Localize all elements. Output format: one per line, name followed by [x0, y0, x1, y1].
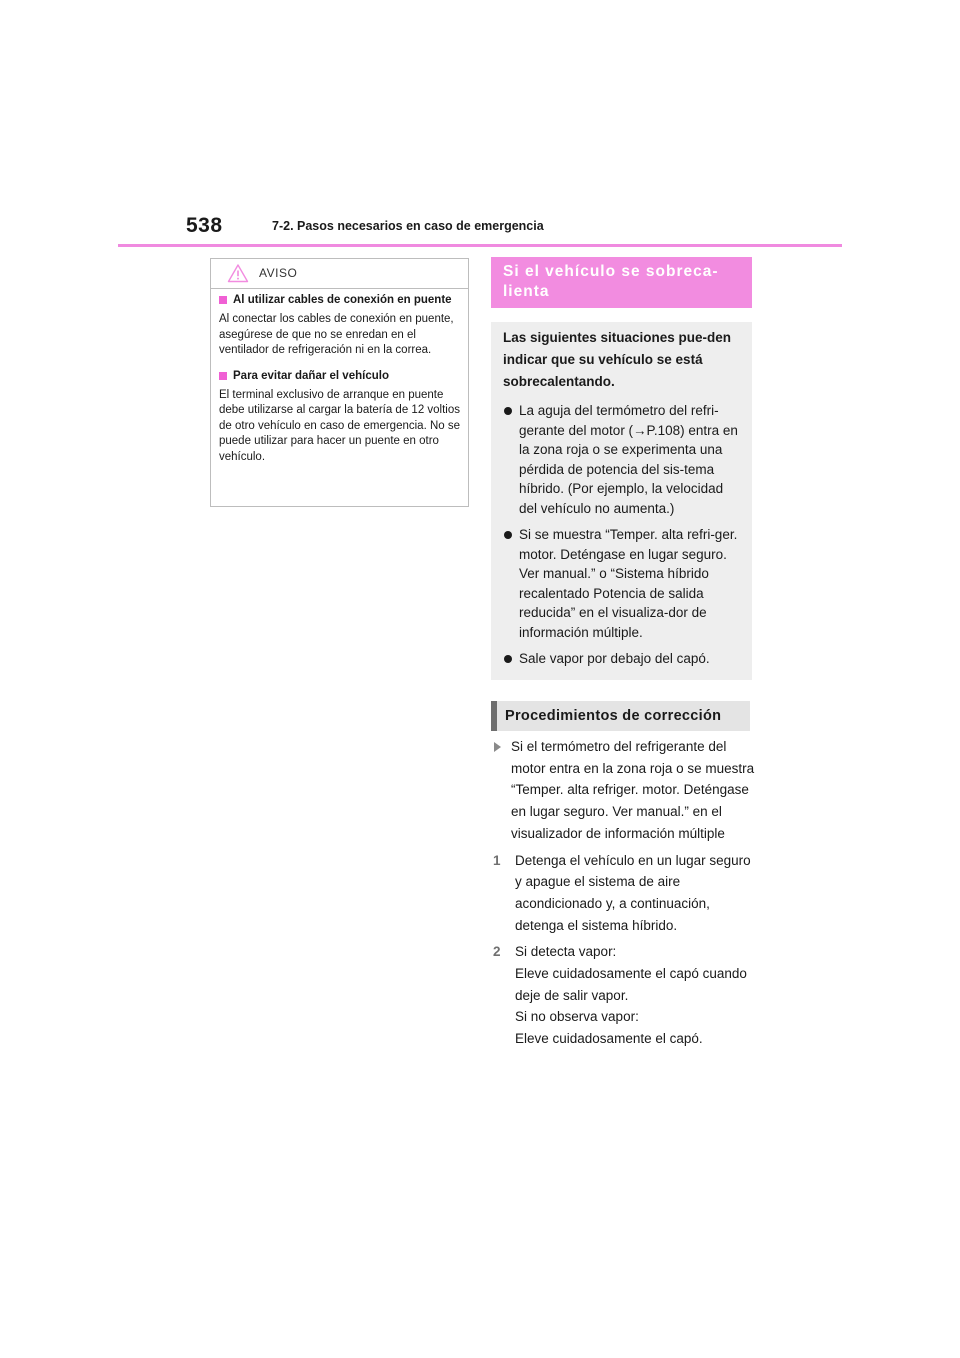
list-item-text: Si se muestra “Temper. alta refri-ger. motor. Deténgase en lugar seguro. Ver manual.” o “Sistema híbrido recalentado Potencia de salida reducida” en el visualiza-dor de información múltiple. — [519, 527, 738, 640]
warning-content — [211, 289, 468, 465]
warning-item-title-text: Al utilizar cables de conexión en puente — [233, 294, 452, 306]
warning-header — [211, 259, 468, 289]
bullet-dot-icon — [504, 531, 512, 539]
correction-procedure — [493, 736, 755, 1050]
overheat-symptoms-box — [491, 322, 752, 680]
warning-triangle-icon — [227, 263, 249, 288]
step-text: Si detecta vapor: — [515, 944, 617, 960]
warning-item-text: El terminal exclusivo de arranque en puente debe utilizarse al cargar la batería de 12 voltios de otro vehículo en caso de emergencia. No se puede utilizar para hacer un puente en otro vehículo. — [219, 388, 461, 463]
list-item — [503, 525, 742, 642]
step-text: Eleve cuidadosamente el capó cuando deje de salir vapor. — [515, 966, 747, 1003]
procedure-condition-text: Si el termómetro del refrigerante del motor entra en la zona roja o se muestra “Temper. alta refriger. motor. Deténgase en lugar seguro. Ver manual.” en el visualizador de información múltiple — [511, 739, 755, 841]
warning-item-text: Al conectar los cables de conexión en puente, asegúrese de que no se enredan en el ventilador de refrigeración ni en la correa. — [219, 313, 454, 356]
correction-heading: Procedimientos de corrección — [491, 701, 750, 731]
list-item — [503, 649, 742, 669]
warning-item — [219, 369, 460, 466]
page-header — [0, 0, 960, 250]
header-divider — [118, 244, 842, 247]
warning-label: AVISO — [259, 266, 298, 280]
procedure-step — [493, 850, 755, 937]
list-item — [503, 401, 742, 518]
list-item-text: La aguja del termómetro del refri-gerante del motor (→P.108) entra en la zona roja o se experimenta una pérdida de potencia del sis-tema híbrido. (Por ejemplo, la velocidad del vehículo no aumenta.) — [519, 403, 738, 516]
step-text: Si no observa vapor: — [515, 1009, 639, 1025]
step-number: 2 — [493, 944, 501, 960]
square-bullet-icon — [219, 372, 227, 380]
procedure-step — [493, 941, 755, 1050]
bullet-dot-icon — [504, 655, 512, 663]
warning-item-title — [219, 293, 460, 307]
step-number: 1 — [493, 852, 501, 868]
page-number: 538 — [186, 214, 223, 237]
overheat-banner: Si el vehículo se sobreca-lienta — [491, 257, 752, 308]
square-bullet-icon — [219, 296, 227, 304]
step-text: Eleve cuidadosamente el capó. — [515, 1031, 703, 1047]
step-text: Detenga el vehículo en un lugar seguro y apague el sistema de aire acondicionado y, a continuación, detenga el sistema híbrido. — [515, 852, 751, 933]
arrow-right-icon — [494, 742, 501, 752]
procedure-condition — [493, 736, 755, 845]
warning-item-title-text: Para evitar dañar el vehículo — [233, 369, 389, 382]
warning-item — [219, 293, 460, 359]
list-item-text: Sale vapor por debajo del capó. — [519, 651, 710, 666]
symptoms-list — [503, 401, 742, 669]
bullet-dot-icon — [504, 407, 512, 415]
warning-item-title — [219, 369, 460, 383]
warning-box — [210, 258, 469, 507]
section-title: 7-2. Pasos necesarios en caso de emergencia — [272, 219, 544, 233]
symptoms-intro: Las siguientes situaciones pue-den indicar que su vehículo se está sobrecalentando. — [503, 330, 732, 389]
